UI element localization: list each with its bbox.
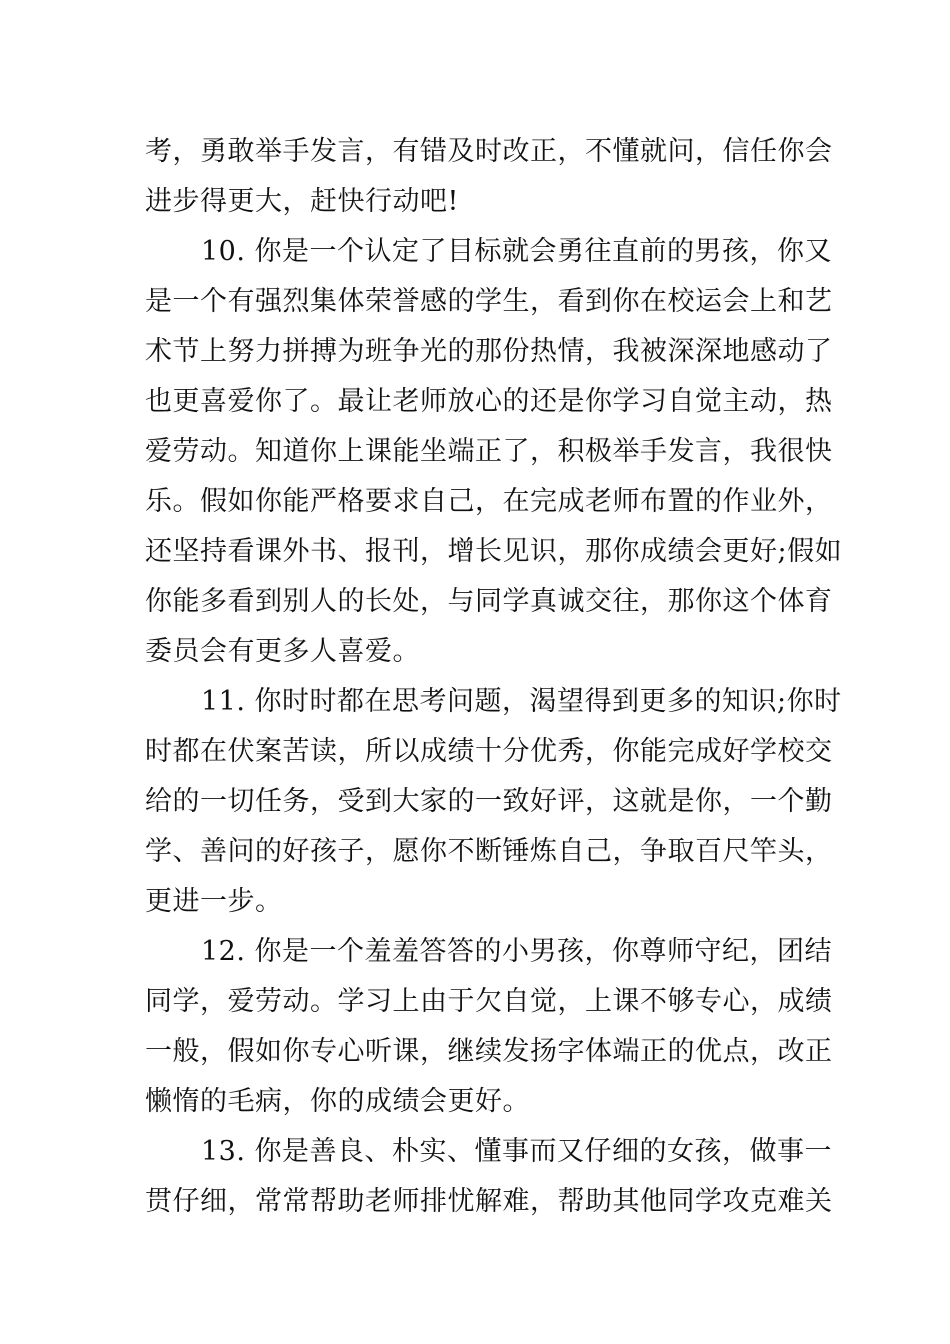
text-line: 委员会有更多人喜爱。 [145, 636, 420, 667]
text-line: 术节上努力拼搏为班争光的那份热情，我被深深地感动了 [145, 336, 833, 367]
text-line: 懒惰的毛病，你的成绩会更好。 [145, 1086, 530, 1117]
text-line: 你能多看到别人的长处，与同学真诚交往，那你这个体育 [145, 586, 833, 617]
text-line: 还坚持看课外书、报刊，增长见识，那你成绩会更好;假如 [145, 536, 843, 567]
document-body [145, 127, 843, 1227]
text-line: 乐。假如你能严格要求自己，在完成老师布置的作业外， [145, 486, 833, 517]
paragraph-item-13 [145, 1127, 833, 1227]
text-line: 11. 你时时都在思考问题，渴望得到更多的知识;你时 [201, 686, 842, 717]
paragraph-item-10 [145, 227, 843, 677]
text-line: 爱劳动。知道你上课能坐端正了，积极举手发言，我很快 [145, 436, 833, 467]
text-line: 同学，爱劳动。学习上由于欠自觉，上课不够专心，成绩 [145, 986, 833, 1017]
paragraph-continuation [145, 127, 833, 227]
text-line: 一般，假如你专心听课，继续发扬字体端正的优点，改正 [145, 1036, 833, 1067]
paragraph-item-12 [145, 927, 833, 1127]
text-line: 学、善问的好孩子，愿你不断锤炼自己，争取百尺竿头， [145, 836, 833, 867]
text-line: 进步得更大，赶快行动吧! [145, 186, 459, 217]
paragraph-item-11 [145, 677, 842, 927]
text-line: 贯仔细，常常帮助老师排忧解难，帮助其他同学攻克难关 [145, 1186, 833, 1217]
text-line: 更进一步。 [145, 886, 283, 917]
text-line: 考，勇敢举手发言，有错及时改正，不懂就问，信任你会 [145, 136, 833, 167]
text-line: 也更喜爱你了。最让老师放心的还是你学习自觉主动，热 [145, 386, 833, 417]
text-line: 时都在伏案苦读，所以成绩十分优秀，你能完成好学校交 [145, 736, 833, 767]
text-line: 10. 你是一个认定了目标就会勇往直前的男孩，你又 [201, 236, 833, 267]
text-line: 是一个有强烈集体荣誉感的学生，看到你在校运会上和艺 [145, 286, 833, 317]
text-line: 12. 你是一个羞羞答答的小男孩，你尊师守纪，团结 [201, 936, 833, 967]
text-line: 给的一切任务，受到大家的一致好评，这就是你，一个勤 [145, 786, 833, 817]
text-line: 13. 你是善良、朴实、懂事而又仔细的女孩，做事一 [201, 1136, 833, 1167]
